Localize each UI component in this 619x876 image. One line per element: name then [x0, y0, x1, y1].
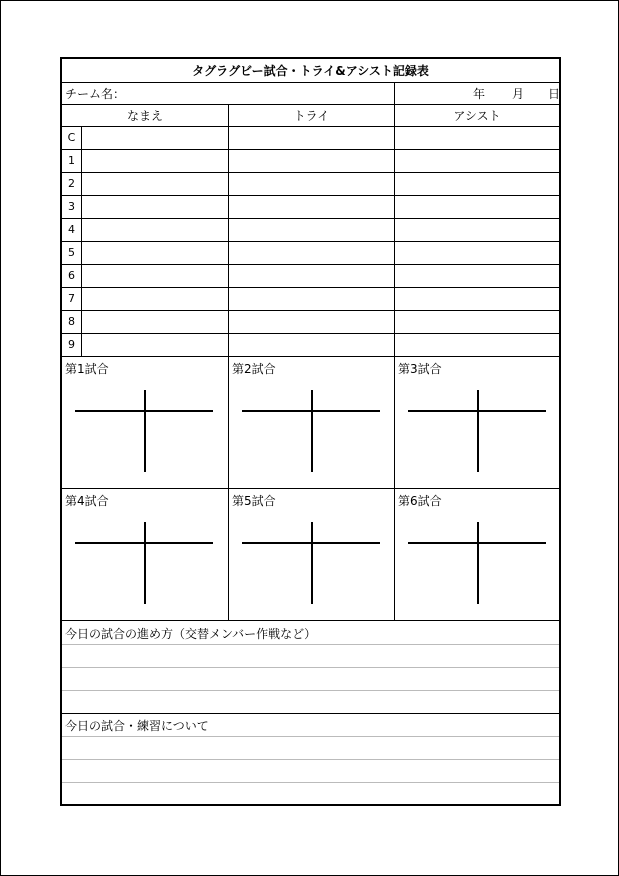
assist-count-cell[interactable]	[395, 265, 559, 287]
notes-line[interactable]	[62, 736, 559, 737]
score-cross-vertical	[144, 522, 146, 604]
game-label: 第1試合	[65, 362, 109, 376]
try-count-cell[interactable]	[229, 311, 394, 333]
try-count-cell[interactable]	[229, 242, 394, 264]
player-number: 2	[68, 177, 75, 190]
game-label: 第6試合	[398, 494, 442, 508]
game-box[interactable]	[62, 357, 228, 489]
game-label: 第2試合	[232, 362, 276, 376]
game-box[interactable]	[228, 489, 394, 621]
day-label: 日	[548, 87, 561, 101]
assist-count-cell[interactable]	[395, 127, 559, 149]
game-box[interactable]	[62, 489, 228, 621]
player-name-cell[interactable]	[82, 288, 228, 310]
player-name-cell[interactable]	[82, 173, 228, 195]
notes-line[interactable]	[62, 759, 559, 760]
player-name-cell[interactable]	[82, 127, 228, 149]
column-header-name: なまえ	[126, 109, 163, 123]
assist-count-cell[interactable]	[395, 196, 559, 218]
player-row	[62, 219, 559, 242]
date-field	[394, 83, 560, 105]
player-number: 3	[68, 200, 75, 213]
notes-line[interactable]	[62, 644, 559, 645]
try-count-cell[interactable]	[229, 127, 394, 149]
game-box[interactable]	[228, 357, 394, 489]
column-header-assist: アシスト	[394, 105, 559, 127]
player-row	[62, 196, 559, 219]
player-row	[62, 150, 559, 173]
player-row	[62, 288, 559, 311]
player-name-cell[interactable]	[82, 242, 228, 264]
player-name-cell[interactable]	[82, 311, 228, 333]
team-name-label: チーム名：	[65, 87, 126, 101]
player-row	[62, 242, 559, 265]
notes-line[interactable]	[62, 667, 559, 668]
record-sheet	[60, 57, 561, 806]
notes-heading: 今日の試合・練習について	[65, 719, 209, 733]
try-count-cell[interactable]	[229, 173, 394, 195]
assist-count-cell[interactable]	[395, 150, 559, 172]
column-header-try: トライ	[228, 105, 394, 127]
assist-count-cell[interactable]	[395, 219, 559, 241]
player-name-cell[interactable]	[82, 196, 228, 218]
player-number: C	[67, 131, 76, 144]
sheet-title: タグラグビー試合・トライ&アシスト記録表	[62, 59, 559, 83]
player-row	[62, 127, 559, 150]
player-row	[62, 334, 559, 357]
player-row	[62, 265, 559, 288]
assist-count-cell[interactable]	[395, 242, 559, 264]
team-row	[62, 83, 559, 105]
player-number: 9	[68, 338, 75, 351]
score-cross-vertical	[477, 522, 479, 604]
player-name-cell[interactable]	[82, 150, 228, 172]
score-cross-vertical	[311, 390, 313, 472]
game-label: 第3試合	[398, 362, 442, 376]
player-number: 6	[68, 269, 75, 282]
score-cross-vertical	[144, 390, 146, 472]
column-header-row	[62, 105, 559, 127]
game-label: 第5試合	[232, 494, 276, 508]
game-box[interactable]	[394, 357, 559, 489]
game-label: 第4試合	[65, 494, 109, 508]
assist-count-cell[interactable]	[395, 173, 559, 195]
section-divider	[62, 713, 559, 714]
player-number: 1	[68, 154, 75, 167]
notes-line[interactable]	[62, 690, 559, 691]
player-number: 4	[68, 223, 75, 236]
player-name-cell[interactable]	[82, 265, 228, 287]
notes-line[interactable]	[62, 782, 559, 783]
try-count-cell[interactable]	[229, 219, 394, 241]
player-row	[62, 311, 559, 334]
assist-count-cell[interactable]	[395, 334, 559, 356]
player-number: 5	[68, 246, 75, 259]
player-number: 8	[68, 315, 75, 328]
player-name-cell[interactable]	[82, 334, 228, 356]
game-box[interactable]	[394, 489, 559, 621]
notes-heading: 今日の試合の進め方（交替メンバー作戦など）	[65, 627, 317, 641]
month-label: 月	[512, 87, 525, 101]
assist-count-cell[interactable]	[395, 311, 559, 333]
player-row	[62, 173, 559, 196]
year-label: 年	[473, 87, 486, 101]
try-count-cell[interactable]	[229, 150, 394, 172]
assist-count-cell[interactable]	[395, 288, 559, 310]
player-name-cell[interactable]	[82, 219, 228, 241]
try-count-cell[interactable]	[229, 196, 394, 218]
try-count-cell[interactable]	[229, 334, 394, 356]
player-number: 7	[68, 292, 75, 305]
try-count-cell[interactable]	[229, 288, 394, 310]
try-count-cell[interactable]	[229, 265, 394, 287]
score-cross-vertical	[477, 390, 479, 472]
score-cross-vertical	[311, 522, 313, 604]
